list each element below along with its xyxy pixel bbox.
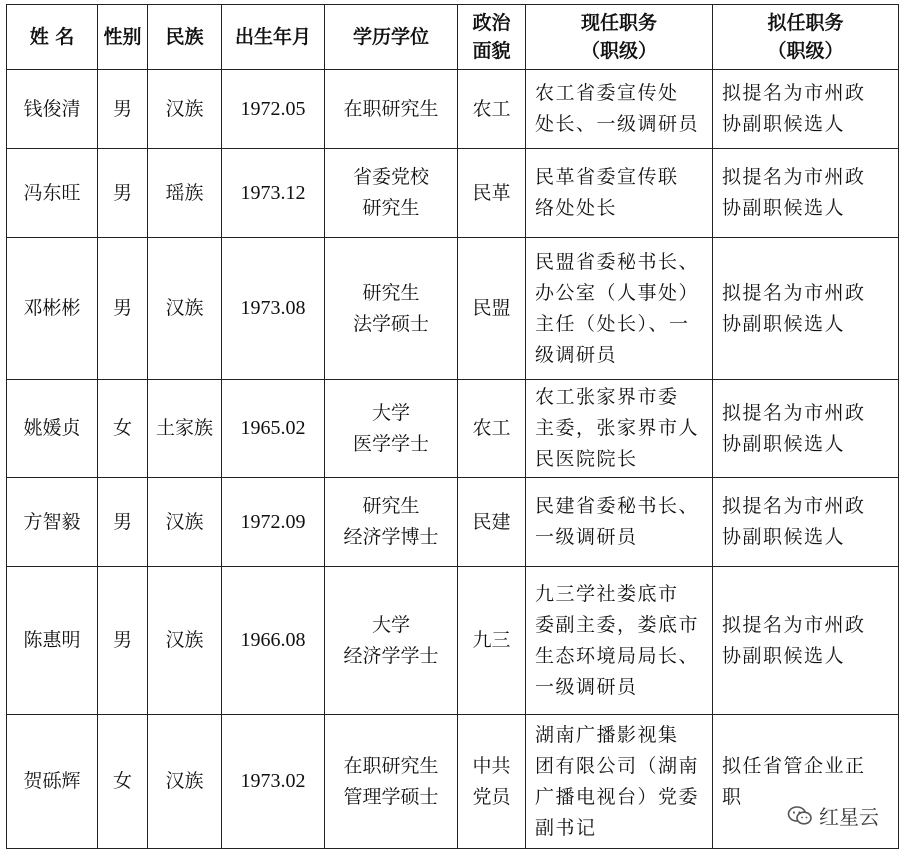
cell-name: 钱俊清: [7, 70, 98, 149]
cell-line: 湖南广播影视集: [535, 723, 679, 746]
table-row: [7, 70, 899, 149]
cell-line: 党员: [472, 785, 511, 808]
cell-line: 管理学硕士: [343, 785, 439, 808]
header-current: [526, 5, 713, 70]
cell-current: [526, 478, 713, 567]
cell-birth: 1965.02: [222, 380, 325, 478]
cell-party: [458, 70, 526, 149]
cell-line: 协副职候选人: [722, 644, 846, 667]
table-row: [7, 567, 899, 715]
cell-birth: 1973.08: [222, 238, 325, 380]
cell-education: [325, 478, 458, 567]
header-party: [458, 5, 526, 70]
header-line: 面貌: [472, 40, 511, 62]
cell-ethnicity: 土家族: [148, 380, 222, 478]
candidate-table: [6, 4, 899, 849]
cell-current: [526, 238, 713, 380]
cell-line: 省委党校: [352, 166, 429, 188]
cell-education: [325, 70, 458, 149]
header-education: [325, 5, 458, 70]
cell-line: 协副职候选人: [722, 113, 846, 135]
cell-ethnicity: 汉族: [148, 238, 222, 380]
cell-party: [458, 238, 526, 380]
header-line: 民族: [165, 26, 204, 48]
header-line: （职级）: [767, 40, 844, 62]
cell-name: 姚媛贞: [7, 380, 98, 478]
cell-line: 医学学士: [352, 432, 429, 455]
cell-name: 冯东旺: [7, 149, 98, 238]
cell-gender: 男: [98, 70, 148, 149]
header-gender: [98, 5, 148, 70]
cell-line: 拟提名为市州政: [722, 495, 866, 517]
cell-ethnicity: 汉族: [148, 567, 222, 715]
cell-line: 农工张家界市委: [535, 386, 679, 408]
cell-gender: 男: [98, 478, 148, 567]
cell-name: 邓彬彬: [7, 238, 98, 380]
cell-line: 主任（处长）、一: [535, 312, 690, 335]
table-row: [7, 149, 899, 238]
cell-line: 经济学博士: [343, 526, 439, 548]
cell-current: [526, 567, 713, 715]
cell-line: 广播电视台）党委: [535, 785, 700, 808]
header-line: 现任职务: [580, 12, 657, 34]
table-body: [7, 70, 899, 849]
cell-party: [458, 380, 526, 478]
cell-line: 民盟省委秘书长、: [535, 250, 700, 273]
cell-gender: 女: [98, 380, 148, 478]
cell-name: 陈惠明: [7, 567, 98, 715]
cell-line: 拟提名为市州政: [722, 401, 866, 424]
cell-ethnicity: 汉族: [148, 478, 222, 567]
cell-education: [325, 567, 458, 715]
header-line: 出生年月: [234, 26, 311, 48]
header-proposed: [713, 5, 899, 70]
cell-party: [458, 149, 526, 238]
wechat-icon: [787, 805, 813, 827]
cell-current: [526, 380, 713, 478]
cell-line: 民建: [472, 510, 511, 533]
watermark-text: 红星云: [819, 805, 879, 829]
cell-line: 大学: [371, 613, 410, 636]
cell-line: 职: [722, 785, 743, 808]
table-row: [7, 380, 899, 478]
header-line: 拟任职务: [767, 12, 844, 34]
cell-gender: 女: [98, 715, 148, 849]
cell-line: 团有限公司（湖南: [535, 754, 700, 777]
watermark: [787, 801, 879, 830]
cell-line: 生态环境局局长、: [535, 644, 700, 667]
cell-line: 民革省委宣传联: [535, 166, 679, 188]
cell-line: 络处处长: [535, 197, 618, 219]
cell-education: [325, 380, 458, 478]
cell-name: 方智毅: [7, 478, 98, 567]
cell-current: [526, 149, 713, 238]
cell-party: [458, 478, 526, 567]
cell-birth: 1972.09: [222, 478, 325, 567]
header-birth: [222, 5, 325, 70]
cell-line: 在职研究生: [343, 97, 439, 120]
cell-line: 在职研究生: [343, 754, 439, 777]
cell-line: 协副职候选人: [722, 432, 846, 455]
header-line: 性别: [103, 26, 142, 48]
cell-birth: 1966.08: [222, 567, 325, 715]
cell-line: 农工省委宣传处: [535, 82, 679, 104]
cell-line: 拟任省管企业正: [722, 754, 866, 777]
cell-line: 主委，张家界市人: [535, 417, 700, 439]
cell-line: 法学硕士: [352, 312, 429, 335]
cell-line: 协副职候选人: [722, 312, 846, 335]
header-line: 学历学位: [352, 26, 429, 48]
header-line: 姓 名: [29, 26, 75, 48]
cell-line: 拟提名为市州政: [722, 82, 866, 104]
cell-line: 办公室（人事处）: [535, 281, 700, 304]
cell-education: [325, 715, 458, 849]
cell-line: 一级调研员: [535, 675, 638, 698]
cell-line: 拟提名为市州政: [722, 613, 866, 636]
cell-proposed: [713, 238, 899, 380]
cell-birth: 1972.05: [222, 70, 325, 149]
cell-current: [526, 715, 713, 849]
cell-gender: 男: [98, 149, 148, 238]
cell-line: 民医院院长: [535, 448, 638, 470]
cell-education: [325, 149, 458, 238]
cell-line: 协副职候选人: [722, 526, 846, 548]
cell-line: 中共: [472, 754, 511, 777]
table-row: [7, 715, 899, 849]
cell-line: 委副主委，娄底市: [535, 613, 700, 636]
cell-current: [526, 70, 713, 149]
cell-line: 农工: [472, 97, 511, 120]
cell-proposed: [713, 567, 899, 715]
cell-line: 拟提名为市州政: [722, 281, 866, 304]
cell-line: 民盟: [472, 297, 511, 319]
header-name: [7, 5, 98, 70]
cell-line: 九三学社娄底市: [535, 582, 679, 605]
cell-gender: 男: [98, 567, 148, 715]
table-row: [7, 238, 899, 380]
cell-line: 农工: [472, 417, 511, 439]
cell-gender: 男: [98, 238, 148, 380]
cell-line: 研究生: [362, 197, 420, 219]
header-ethnicity: [148, 5, 222, 70]
cell-proposed: [713, 380, 899, 478]
cell-line: 一级调研员: [535, 526, 638, 548]
cell-line: 九三: [472, 629, 511, 651]
table-row: [7, 478, 899, 567]
header-line: 政治: [472, 12, 511, 34]
cell-line: 民建省委秘书长、: [535, 495, 700, 517]
cell-line: 协副职候选人: [722, 197, 846, 219]
cell-proposed: [713, 478, 899, 567]
cell-ethnicity: 瑶族: [148, 149, 222, 238]
cell-line: 副书记: [535, 816, 597, 839]
cell-line: 经济学学士: [343, 644, 439, 667]
cell-line: 处长、一级调研员: [535, 113, 700, 135]
cell-ethnicity: 汉族: [148, 70, 222, 149]
cell-education: [325, 238, 458, 380]
cell-line: 研究生: [362, 281, 420, 304]
cell-ethnicity: 汉族: [148, 715, 222, 849]
cell-line: 民革: [472, 181, 511, 204]
cell-name: 贺砾辉: [7, 715, 98, 849]
cell-line: 大学: [371, 401, 410, 424]
cell-line: 级调研员: [535, 343, 618, 366]
cell-party: [458, 715, 526, 849]
cell-line: 研究生: [362, 495, 420, 517]
cell-party: [458, 567, 526, 715]
cell-birth: 1973.12: [222, 149, 325, 238]
cell-proposed: [713, 149, 899, 238]
header-row: [7, 5, 899, 70]
header-line: （职级）: [580, 40, 657, 62]
cell-line: 拟提名为市州政: [722, 166, 866, 188]
cell-proposed: [713, 70, 899, 149]
cell-birth: 1973.02: [222, 715, 325, 849]
